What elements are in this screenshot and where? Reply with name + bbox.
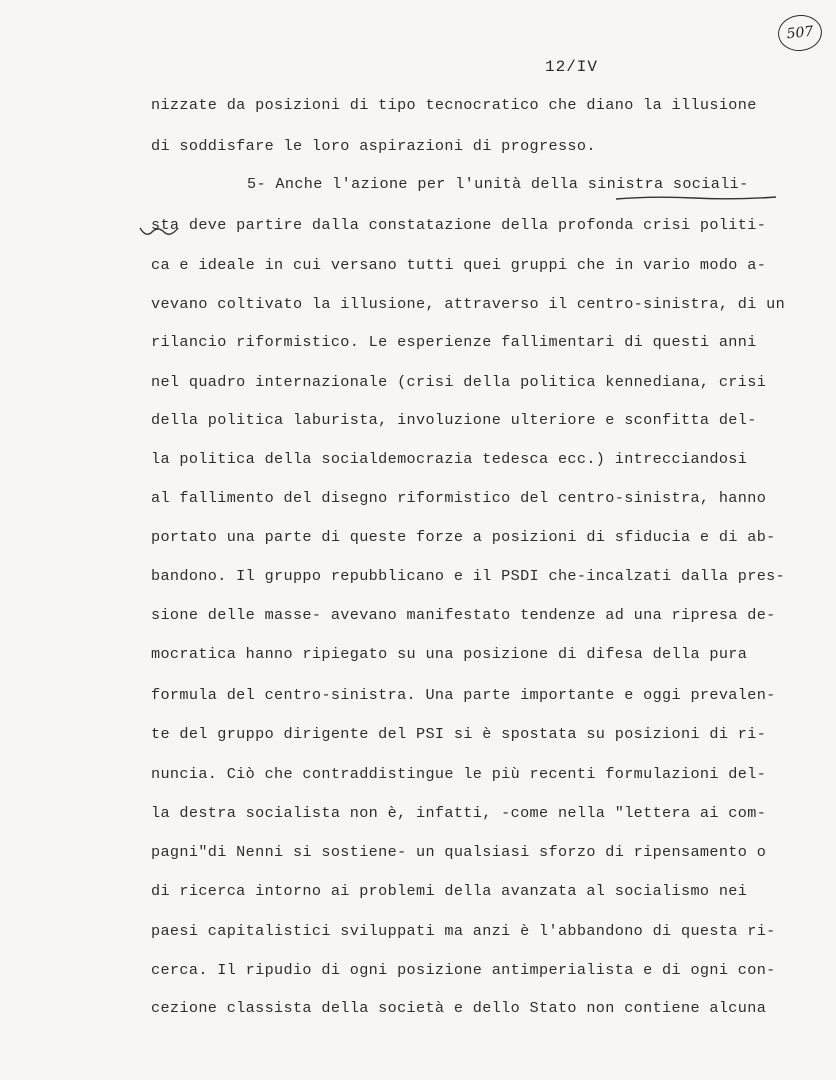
text-line: paesi capitalistici sviluppati ma anzi è l'abbandono di questa ri-: [151, 922, 776, 940]
text-line: nel quadro internazionale (crisi della politica kennediana, crisi: [151, 373, 767, 391]
pen-squiggle-mark: [138, 222, 182, 240]
text-line: sta deve partire dalla constatazione della profonda crisi politi-: [151, 216, 767, 234]
text-line: cerca. Il ripudio di ogni posizione antimperialista e di ogni con-: [151, 961, 776, 979]
text-line: al fallimento del disegno riformistico del centro-sinistra, hanno: [151, 489, 767, 507]
text-line: formula del centro-sinistra. Una parte importante e oggi prevalen-: [151, 686, 776, 704]
text-line: ca e ideale in cui versano tutti quei gruppi che in vario modo a-: [151, 256, 767, 274]
text-line: portato una parte di queste forze a posizioni di sfiducia e di ab-: [151, 528, 776, 546]
text-line: vevano coltivato la illusione, attraverso il centro-sinistra, di un: [151, 295, 786, 313]
text-line: te del gruppo dirigente del PSI si è spostata su posizioni di ri-: [151, 725, 767, 743]
text-line: nizzate da posizioni di tipo tecnocratico che diano la illusione: [151, 96, 757, 114]
text-line: 5- Anche l'azione per l'unità della sinistra sociali-: [247, 175, 749, 193]
text-line: sione delle masse- avevano manifestato tendenze ad una ripresa de-: [151, 606, 776, 624]
page-number: 12/IV: [545, 58, 599, 76]
text-line: di soddisfare le loro aspirazioni di progresso.: [151, 137, 596, 155]
text-line: rilancio riformistico. Le esperienze fallimentari di questi anni: [151, 333, 757, 351]
pen-underline-mark: [614, 193, 778, 205]
archive-page-stamp: [776, 13, 824, 53]
text-line: di ricerca intorno ai problemi della avanzata al socialismo nei: [151, 882, 748, 900]
text-line: pagni"di Nenni si sostiene- un qualsiasi sforzo di ripensamento o: [151, 843, 767, 861]
text-line: bandono. Il gruppo repubblicano e il PSDI che-incalzati dalla pres-: [151, 567, 786, 585]
text-line: della politica laburista, involuzione ulteriore e sconfitta del-: [151, 411, 757, 429]
text-line: la politica della socialdemocrazia tedesca ecc.) intrecciandosi: [151, 450, 748, 468]
text-line: nuncia. Ciò che contraddistingue le più recenti formulazioni del-: [151, 765, 767, 783]
stamp-number: 507: [785, 23, 815, 43]
text-line: cezione classista della società e dello Stato non contiene alcuna: [151, 999, 767, 1017]
text-line: mocratica hanno ripiegato su una posizione di difesa della pura: [151, 645, 748, 663]
text-line: la destra socialista non è, infatti, -come nella "lettera ai com-: [151, 804, 767, 822]
